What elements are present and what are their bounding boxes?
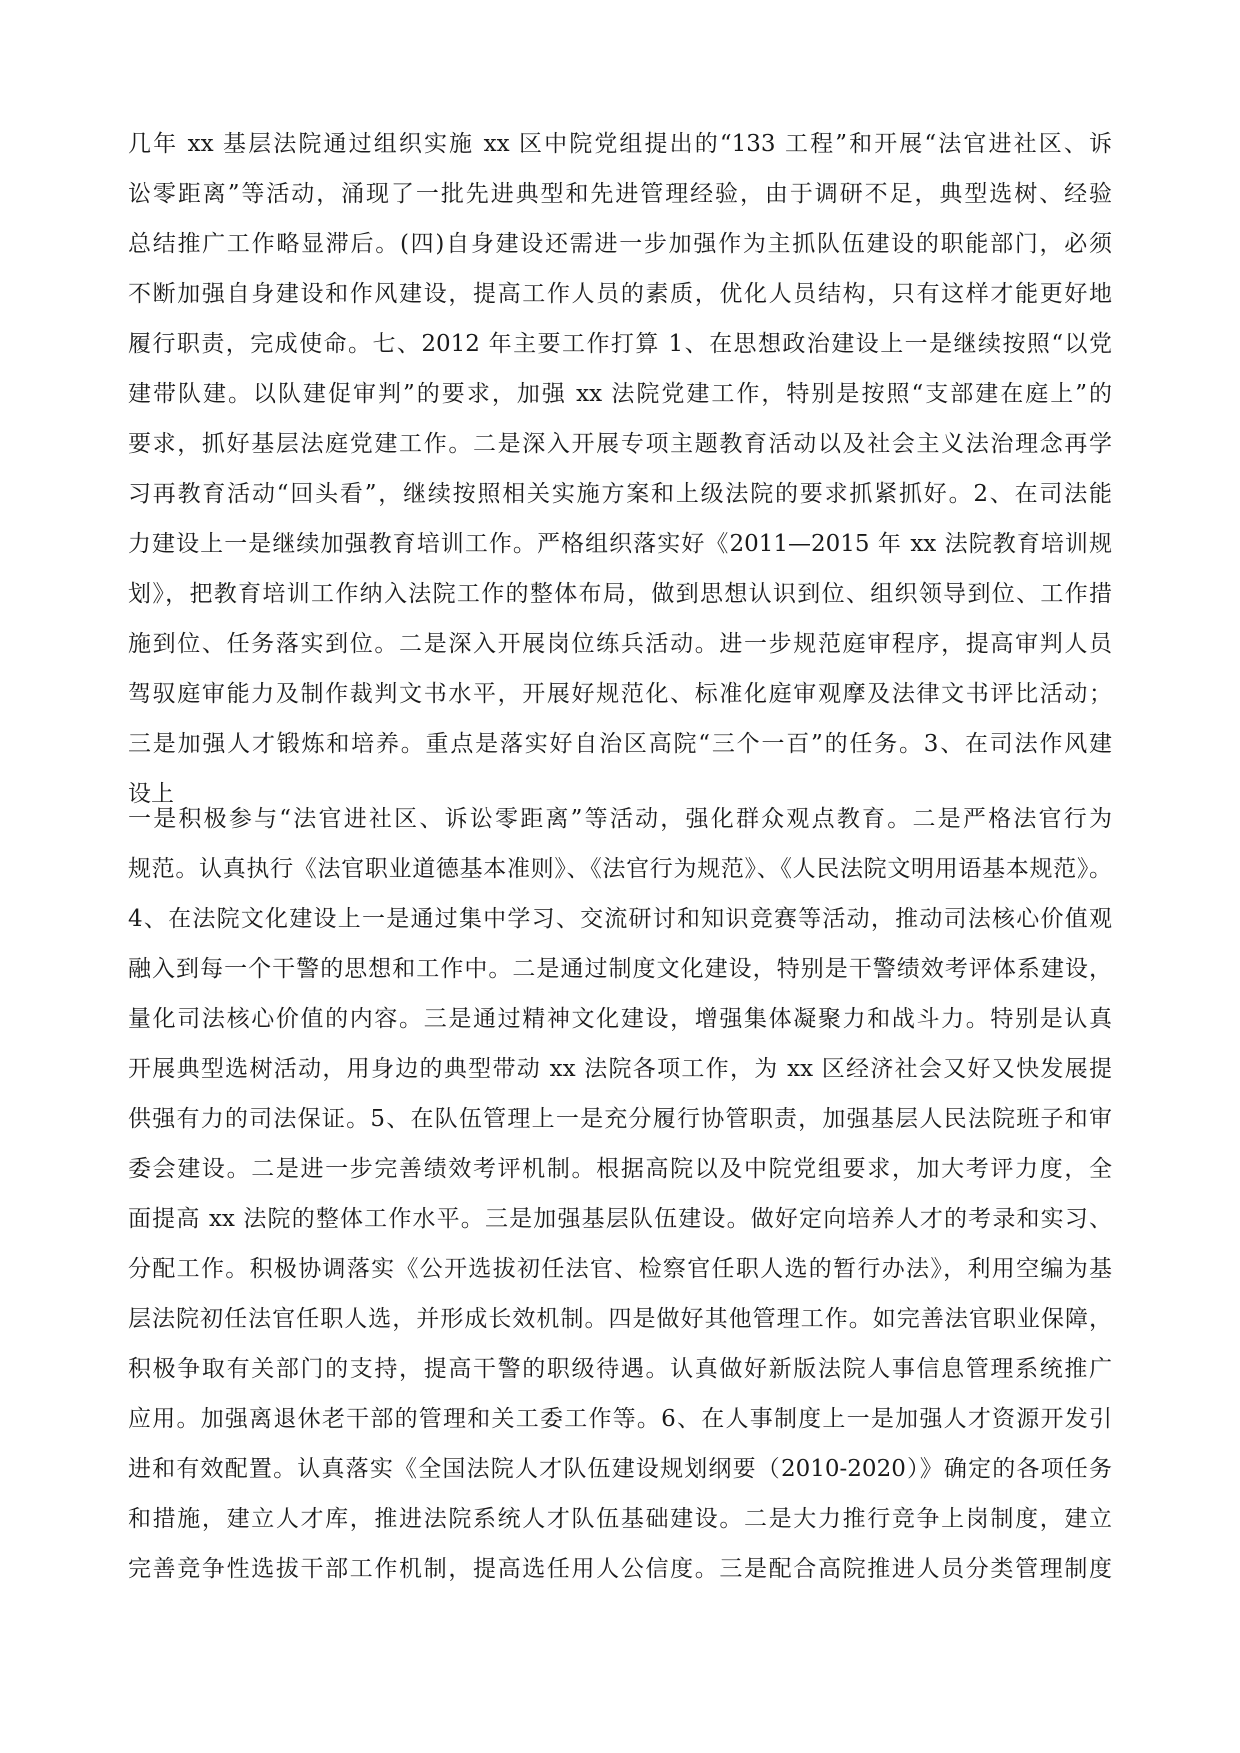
text-line: 完善竞争性选拔干部工作机制，提高选任用人公信度。三是配合高院推进人员分类管理制度 xyxy=(128,1556,1112,1582)
paragraph-2 xyxy=(128,794,1112,1594)
text-line: 供强有力的司法保证。5、在队伍管理上一是充分履行协管职责，加强基层人民法院班子和审 xyxy=(128,1106,1112,1132)
text-line: 总结推广工作略显滞后。(四)自身建设还需进一步加强作为主抓队伍建设的职能部门，必须 xyxy=(128,231,1112,257)
text-line: 规范。认真执行《法官职业道德基本准则》、《法官行为规范》、《人民法院文明用语基本规范》。 xyxy=(128,856,1112,882)
text-line: 要求，抓好基层法庭党建工作。二是深入开展专项主题教育活动以及社会主义法治理念再学 xyxy=(128,431,1112,457)
text-line: 量化司法核心价值的内容。三是通过精神文化建设，增强集体凝聚力和战斗力。特别是认真 xyxy=(128,1006,1112,1032)
text-line: 应用。加强离退休老干部的管理和关工委工作等。6、在人事制度上一是加强人才资源开发引 xyxy=(128,1406,1112,1432)
text-line: 几年 xx 基层法院通过组织实施 xx 区中院党组提出的“133 工程”和开展“法官进社区、诉 xyxy=(128,131,1112,157)
text-line: 进和有效配置。认真落实《全国法院人才队伍建设规划纲要（2010-2020）》确定的各项任务 xyxy=(128,1456,1112,1482)
text-line: 开展典型选树活动，用身边的典型带动 xx 法院各项工作，为 xx 区经济社会又好又快发展提 xyxy=(128,1056,1112,1082)
text-line: 讼零距离”等活动，涌现了一批先进典型和先进管理经验，由于调研不足，典型选树、经验 xyxy=(128,181,1112,207)
paragraph-1 xyxy=(128,119,1112,819)
text-line: 层法院初任法官任职人选，并形成长效机制。四是做好其他管理工作。如完善法官职业保障， xyxy=(128,1306,1112,1332)
text-line: 划》，把教育培训工作纳入法院工作的整体布局，做到思想认识到位、组织领导到位、工作措 xyxy=(128,581,1112,607)
text-line: 不断加强自身建设和作风建设，提高工作人员的素质，优化人员结构，只有这样才能更好地 xyxy=(128,281,1112,307)
text-line: 面提高 xx 法院的整体工作水平。三是加强基层队伍建设。做好定向培养人才的考录和实习、 xyxy=(128,1206,1112,1232)
text-line: 和措施，建立人才库，推进法院系统人才队伍基础建设。二是大力推行竞争上岗制度，建立 xyxy=(128,1506,1112,1532)
text-line: 委会建设。二是进一步完善绩效考评机制。根据高院以及中院党组要求，加大考评力度，全 xyxy=(128,1156,1112,1182)
text-line: 一是积极参与“法官进社区、诉讼零距离”等活动，强化群众观点教育。二是严格法官行为 xyxy=(128,806,1112,832)
text-line: 积极争取有关部门的支持，提高干警的职级待遇。认真做好新版法院人事信息管理系统推广 xyxy=(128,1356,1112,1382)
text-line: 力建设上一是继续加强教育培训工作。严格组织落实好《2011—2015 年 xx 法院教育培训规 xyxy=(128,531,1112,557)
text-line: 三是加强人才锻炼和培养。重点是落实好自治区高院“三个一百”的任务。3、在司法作风建 xyxy=(128,731,1112,757)
text-line: 建带队建。以队建促审判”的要求，加强 xx 法院党建工作，特别是按照“支部建在庭上”的 xyxy=(128,381,1112,407)
text-line: 驾驭庭审能力及制作裁判文书水平，开展好规范化、标准化庭审观摩及法律文书评比活动； xyxy=(128,681,1112,707)
text-line: 施到位、任务落实到位。二是深入开展岗位练兵活动。进一步规范庭审程序，提高审判人员 xyxy=(128,631,1112,657)
text-line: 履行职责，完成使命。七、2012 年主要工作打算 1、在思想政治建设上一是继续按照“以党 xyxy=(128,331,1112,357)
text-line: 设上 xyxy=(128,781,174,807)
text-line: 分配工作。积极协调落实《公开选拔初任法官、检察官任职人选的暂行办法》，利用空编为基 xyxy=(128,1256,1112,1282)
text-line: 习再教育活动“回头看”，继续按照相关实施方案和上级法院的要求抓紧抓好。2、在司法能 xyxy=(128,481,1112,507)
text-line: 融入到每一个干警的思想和工作中。二是通过制度文化建设，特别是干警绩效考评体系建设， xyxy=(128,956,1112,982)
text-line: 4、在法院文化建设上一是通过集中学习、交流研讨和知识竞赛等活动，推动司法核心价值观 xyxy=(128,906,1112,932)
